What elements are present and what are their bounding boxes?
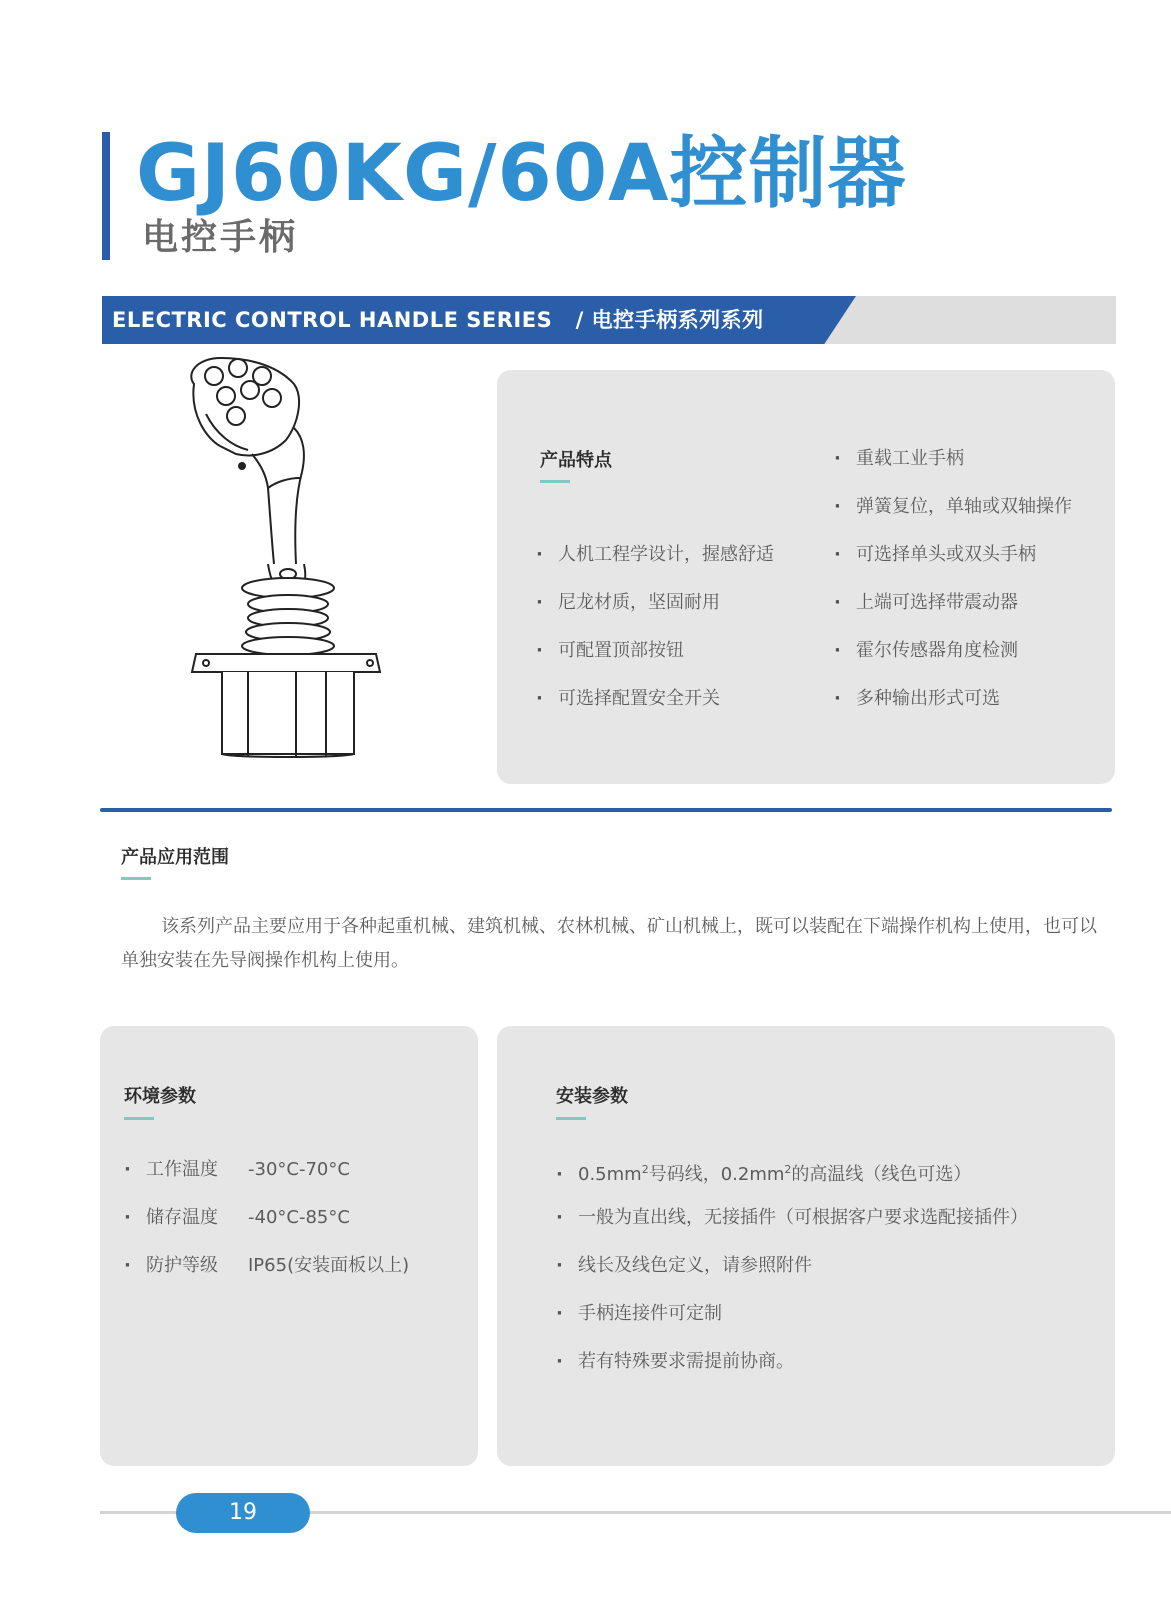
installation-param: · $0.5mm^2$号码线，$0.2mm^2$的高温线（线色可选） (556, 1163, 972, 1185)
installation-param: · 线长及线色定义，请参照附件 (556, 1255, 812, 1276)
features-card (497, 370, 1115, 784)
environment-heading: 环境参数 (124, 1086, 196, 1107)
feature-item: · 多种输出形式可选 (834, 688, 1000, 709)
feature-item: · 重载工业手柄 (834, 448, 964, 469)
features-heading: 产品特点 (540, 450, 612, 471)
feature-item: · 可选择单头或双头手柄 (834, 544, 1036, 565)
feature-item: · 可配置顶部按钮 (536, 640, 684, 661)
feature-item: · 霍尔传感器角度检测 (834, 640, 1018, 661)
page-title: GJ60KG/60A控制器 (136, 129, 907, 219)
installation-param: · 一般为直出线，无接插件（可根据客户要求选配接插件） (556, 1207, 1028, 1228)
environment-heading-underline (124, 1117, 154, 1120)
feature-item: · 上端可选择带震动器 (834, 592, 1018, 613)
feature-item: · 弹簧复位，单轴或双轴操作 (834, 496, 1072, 517)
series-banner-text: ELECTRIC CONTROL HANDLE SERIES / 电控手柄系列系列 (112, 308, 764, 332)
feature-item: · 可选择配置安全开关 (536, 688, 720, 709)
page-number: 19 (176, 1493, 310, 1533)
environment-param: · 防护等级 IP65(安装面板以上) (124, 1255, 410, 1276)
environment-param: · 工作温度 -30°C-70°C (124, 1159, 350, 1180)
page-subtitle: 电控手柄 (142, 217, 299, 258)
application-heading: 产品应用范围 (121, 847, 229, 868)
feature-item: · 人机工程学设计，握感舒适 (536, 544, 774, 565)
features-heading-underline (540, 480, 570, 483)
installation-heading-underline (556, 1117, 586, 1120)
application-description: 该系列产品主要应用于各种起重机械、建筑机械、农林机械、矿山机械上，既可以装配在下端操作机构上使用，也可以单独安装在先导阀操作机构上使用。 (121, 916, 1097, 971)
application-heading-underline (121, 877, 151, 880)
section-separator (100, 808, 1112, 812)
joystick-product-image (176, 354, 396, 782)
installation-heading: 安装参数 (556, 1086, 628, 1107)
title-accent-bar (102, 132, 110, 260)
feature-item: · 尼龙材质，坚固耐用 (536, 592, 720, 613)
installation-param: · 手柄连接件可定制 (556, 1303, 722, 1324)
environment-param: · 储存温度 -40°C-85°C (124, 1207, 350, 1228)
installation-param: · 若有特殊要求需提前协商。 (556, 1351, 794, 1372)
